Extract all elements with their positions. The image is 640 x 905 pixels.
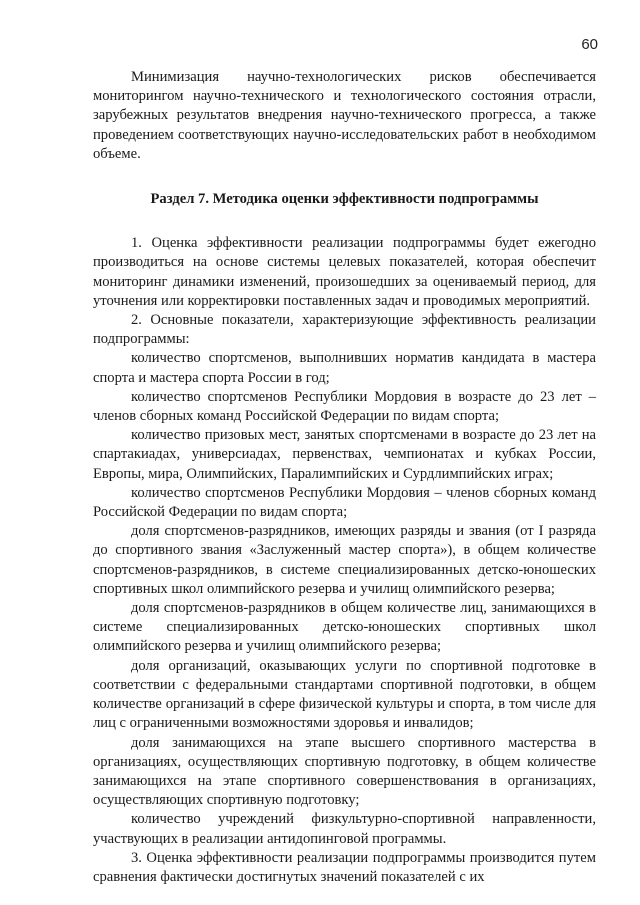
indicator-item-8: доля занимающихся на этапе высшего спортивного мастерства в организациях, осуществляющих спортивную подготовку, в общем количестве занимающихся на этапе спортивного совершенствования в организациях, осуществляющих спортивную подготовку; bbox=[93, 734, 596, 809]
indicator-item-5: доля спортсменов-разрядников, имеющих разряды и звания (от I разряда до спортивного звания «Заслуженный мастер спорта»), в общем количестве спортсменов-разрядников, в системе специализированных детско-юношеских спортивных школ олимпийского резерва и училищ олимпийского резерва; bbox=[93, 523, 596, 597]
document-body bbox=[93, 68, 596, 887]
paragraph-item-1: 1. Оценка эффективности реализации подпрограммы будет ежегодно производиться на основе системы целевых показателей, которая обеспечит мониторинг динамики изменений, произошедших за оцениваемый период, для уточнения или корректировки поставленных задач и проводимых мероприятий. bbox=[93, 235, 596, 309]
intro-paragraph: Минимизация научно-технологических рисков обеспечивается мониторингом научно-технического и технологического состояния отрасли, зарубежных результатов внедрения научно-технического прогресса, а также проведением соответствующих научно-исследовательских работ в необходимом объеме. bbox=[93, 69, 596, 162]
paragraph-item-3: 3. Оценка эффективности реализации подпрограммы производится путем сравнения фактически достигнутых значений показателей с их bbox=[93, 849, 596, 885]
page-number: 60 bbox=[581, 36, 598, 53]
indicator-item-2: количество спортсменов Республики Мордовия в возрасте до 23 лет – членов сборных команд Российской Федерации по видам спорта; bbox=[93, 388, 596, 425]
section-title: Раздел 7. Методика оценки эффективности подпрограммы bbox=[150, 191, 539, 208]
indicator-item-9: количество учреждений физкультурно-спортивной направленности, участвующих в реализации антидопинговой программы. bbox=[93, 811, 596, 847]
indicator-item-3: количество призовых мест, занятых спортсменами в возрасте до 23 лет на спартакиадах, универсиадах, первенствах, чемпионатах и кубках России, Европы, мира, Олимпийских, Паралимпийских и Сурдлимпийских играх; bbox=[93, 427, 596, 482]
indicator-item-4: количество спортсменов Республики Мордовия – членов сборных команд Российской Федерации по видам спорта; bbox=[93, 484, 596, 521]
indicator-item-7: доля организаций, оказывающих услуги по спортивной подготовке в соответствии с федеральными стандартами спортивной подготовки, в общем количестве организаций в сфере физической культуры и спорта, в том числе для лиц с ограниченными возможностями здоровья и инвалидов; bbox=[93, 657, 596, 732]
indicator-item-1: количество спортсменов, выполнивших норматив кандидата в мастера спорта и мастера спорта России в год; bbox=[93, 350, 596, 386]
paragraph-item-2: 2. Основные показатели, характеризующие эффективность реализации подпрограммы: bbox=[93, 312, 596, 348]
indicator-item-6: доля спортсменов-разрядников в общем количестве лиц, занимающихся в системе специализированных детско-юношеских спортивных школ олимпийского резерва и училищ олимпийского резерва; bbox=[93, 600, 596, 655]
